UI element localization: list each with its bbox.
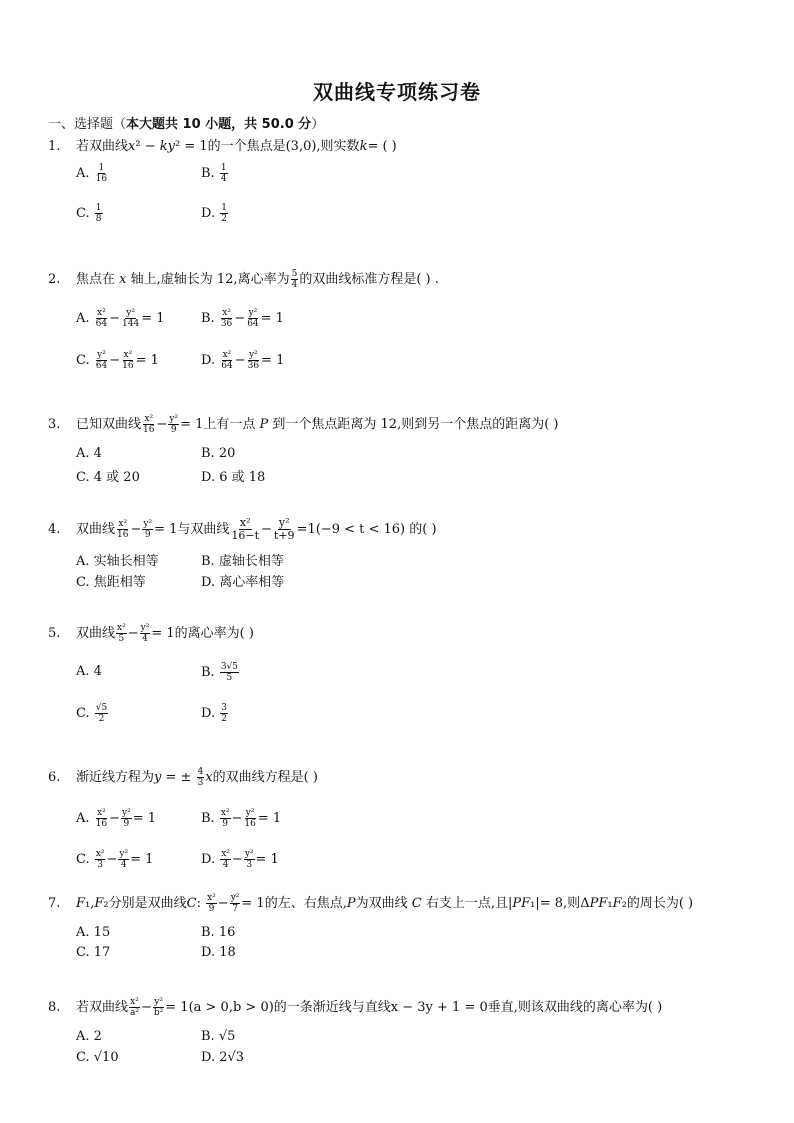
- fraction: $\frac{3}{2}$: [221, 703, 227, 724]
- fraction: $\frac{√5}{2}$: [95, 703, 108, 724]
- fraction: $\frac{\text{x²}}{16}$: [122, 350, 134, 371]
- q7-option-a[interactable]: [76, 925, 110, 940]
- q2-text-c: 的双曲线标准方程是( ) .: [299, 272, 439, 287]
- q7-text-e: = 8,则: [539, 896, 581, 911]
- q6-text-b: 的双曲线方程是( ): [212, 770, 318, 785]
- option-text: 2: [93, 1029, 102, 1044]
- question-5: 5. 双曲线 $\frac{\text{x²}}{5}$ − $\frac{\text{y²}}{4}$ = 1的离心率为( ): [48, 623, 254, 644]
- fraction: $\frac{\text{x²}}{64}$: [95, 308, 108, 329]
- fraction: $\frac{\text{y²}}{9}$: [169, 414, 179, 435]
- q8-option-d[interactable]: [201, 1050, 244, 1065]
- question-2: 2. 焦点在 x 轴上,虚轴长为 12,离心率为 $\frac{5}{4}$ 的双曲线标准方程是( ) .: [48, 269, 439, 290]
- fraction: $\frac{\text{x²}}{4}$: [221, 849, 230, 870]
- option-text: √5: [218, 1029, 236, 1044]
- q1-text-a: 若双曲线: [76, 139, 129, 154]
- q1-option-b[interactable]: [201, 163, 229, 184]
- q8-text-d: 垂直,则该双曲线的离心率为( ): [487, 1000, 663, 1015]
- fraction: $\frac{\text{x²}}{\text{a²}}$: [130, 997, 139, 1018]
- q7-text-f: 的周长为( ): [626, 896, 694, 911]
- option-text: 16: [218, 925, 236, 940]
- q8-text-c: x − 3y + 1 = 0: [390, 1000, 488, 1015]
- fraction: $\frac{1}{4}$: [220, 163, 227, 184]
- option-label: C.: [76, 470, 90, 485]
- q7-text-d: 右支上一点,且: [425, 896, 508, 911]
- option-label: C.: [76, 706, 90, 721]
- fraction: $\frac{\text{y²}}{4}$: [119, 849, 129, 870]
- q1-option-c[interactable]: [76, 203, 104, 224]
- q2-text-a: 焦点在: [76, 272, 116, 287]
- fraction: $\frac{\text{x²}}{36}$: [220, 308, 233, 329]
- fraction: $\frac{\text{y²}}{3}$: [244, 849, 254, 870]
- option-label: B.: [201, 311, 215, 326]
- q5-text-a: 双曲线: [76, 626, 116, 641]
- option-text: 17: [93, 945, 111, 960]
- question-number: 8.: [48, 1000, 61, 1015]
- q6-option-c[interactable]: C. $\frac{\text{x²}}{3}$ − $\frac{\text{y²}}{4}$ = 1: [76, 849, 154, 870]
- q2-option-b[interactable]: B. $\frac{\text{x²}}{36}$ − $\frac{\text{y²}}{64}$ = 1: [201, 308, 284, 329]
- option-label: A.: [76, 925, 90, 940]
- q2-text-b: 轴上,虚轴长为 12,离心率为: [130, 272, 290, 287]
- question-3: 3. 已知双曲线 $\frac{\text{x²}}{16}$ − $\frac{\text{y²}}{9}$ = 1上有一点 P 到一个焦点距离为 12,则到另一个焦点的距离为( ): [48, 414, 559, 435]
- option-label: B.: [201, 1029, 215, 1044]
- q2-option-a[interactable]: A. $\frac{\text{x²}}{64}$ − $\frac{\text{y²}}{144}$ = 1: [76, 308, 165, 329]
- option-label: B.: [201, 166, 215, 181]
- q8-text-b: = 1(a > 0,b > 0)的一条渐近线与直线: [165, 1000, 391, 1015]
- option-label: A.: [76, 166, 90, 181]
- option-label: D.: [201, 206, 216, 221]
- option-text: 2√3: [219, 1050, 245, 1065]
- q8-option-a[interactable]: [76, 1029, 102, 1044]
- option-text: 焦距相等: [93, 575, 146, 590]
- fraction: $\frac{1}{8}$: [95, 203, 102, 224]
- option-label: B.: [201, 925, 215, 940]
- q5-option-a[interactable]: [76, 664, 102, 679]
- option-label: B.: [201, 665, 215, 680]
- q2-option-c[interactable]: C. $\frac{\text{y²}}{64}$ − $\frac{\text{x²}}{16}$ = 1: [76, 350, 159, 371]
- question-number: 7.: [48, 896, 61, 911]
- q7-option-c[interactable]: [76, 945, 110, 960]
- question-number: 4.: [48, 522, 61, 537]
- q1-text-b: 的一个焦点是(3,0),则实数: [207, 139, 360, 154]
- option-label: D.: [201, 1050, 216, 1065]
- option-label: C.: [76, 945, 90, 960]
- fraction: $\frac{\text{x²}}{16-t}$: [231, 516, 260, 542]
- section-suffix: ）: [311, 117, 325, 132]
- option-label: A.: [76, 311, 90, 326]
- q5-text-b: = 1的离心率为( ): [151, 626, 254, 641]
- q3-text-b: = 1上有一点: [180, 417, 256, 432]
- q4-option-b[interactable]: [201, 550, 284, 569]
- fraction: $\frac{\text{x²}}{16}$: [95, 808, 108, 829]
- q7-text-c: 为双曲线: [355, 896, 408, 911]
- q6-option-d[interactable]: D. $\frac{\text{x²}}{4}$ − $\frac{\text{y²}}{3}$ = 1: [201, 849, 279, 870]
- question-number: 1.: [48, 139, 61, 154]
- q3-option-a[interactable]: [76, 446, 102, 461]
- fraction: $\frac{\text{y²}}{9}$: [143, 519, 153, 540]
- option-label: D.: [201, 706, 216, 721]
- question-8: 8. 若双曲线 $\frac{\text{x²}}{\text{a²}}$ − $\frac{\text{y²}}{\text{b²}}$ = 1(a > 0,b > 0)的一条渐近线与直线x − 3y + 1 = 0垂直,则该双曲线的离心率为( ): [48, 997, 663, 1018]
- fraction: $\frac{\text{x²}}{16}$: [143, 414, 155, 435]
- q3-option-c[interactable]: [76, 466, 140, 485]
- question-number: 6.: [48, 770, 61, 785]
- fraction: $\frac{\text{y²}}{4}$: [140, 623, 150, 644]
- option-label: A.: [76, 664, 90, 679]
- q1-option-a[interactable]: [76, 163, 109, 184]
- option-text: 6 或 18: [219, 470, 266, 485]
- option-label: D.: [201, 945, 216, 960]
- q7-option-d[interactable]: [201, 945, 236, 960]
- question-4: 4. 双曲线 $\frac{\text{x²}}{16}$ − $\frac{\text{y²}}{9}$ = 1与双曲线 $\frac{\text{x²}}{16-t}$ − $\frac{\text{y²}}{t+9}$ =1(−9 < t < 16) 的( ): [48, 516, 437, 542]
- q4-text-a: 双曲线: [76, 522, 116, 537]
- q3-option-b[interactable]: [201, 446, 235, 461]
- q7-text-a: 分别是双曲线: [108, 896, 187, 911]
- q4-text-b: = 1与双曲线: [154, 522, 230, 537]
- fraction: $\frac{\text{y²}}{36}$: [247, 350, 260, 371]
- option-text: 4 或 20: [93, 470, 140, 485]
- page-title: 双曲线专项练习卷: [313, 80, 481, 104]
- q5-option-b[interactable]: [201, 662, 240, 683]
- question-number: 3.: [48, 417, 61, 432]
- fraction: $\frac{\text{x²}}{64}$: [221, 350, 233, 371]
- option-label: C.: [76, 852, 90, 867]
- q8-text-a: 若双曲线: [76, 1000, 129, 1015]
- q5-option-c[interactable]: [76, 703, 109, 724]
- q2-option-d[interactable]: D. $\frac{\text{x²}}{64}$ − $\frac{\text{y²}}{36}$ = 1: [201, 350, 285, 371]
- fraction: $\frac{1}{2}$: [221, 203, 227, 224]
- fraction: $\frac{1}{16}$: [95, 163, 108, 184]
- option-label: A.: [76, 811, 90, 826]
- section-header: [48, 113, 324, 132]
- q8-option-c[interactable]: [76, 1050, 119, 1065]
- option-label: A.: [76, 1029, 90, 1044]
- section-detail: 本大题共 10 小题，共 50.0 分: [126, 117, 312, 132]
- q3-text-c: 到一个焦点距离为 12,则到另一个焦点的距离为( ): [272, 417, 559, 432]
- option-label: D.: [201, 470, 216, 485]
- fraction: $\frac{\text{y²}}{144}$: [122, 308, 140, 329]
- fraction: $\frac{\text{x²}}{9}$: [220, 808, 230, 829]
- q7-option-b[interactable]: [201, 925, 235, 940]
- fraction: $\frac{\text{x²}}{16}$: [117, 519, 129, 540]
- q4-text-c: =1(−9 < t < 16) 的( ): [296, 522, 437, 537]
- q7-text-b: = 1的左、右焦点,: [241, 896, 347, 911]
- option-label: D.: [201, 852, 216, 867]
- fraction: $\frac{5}{4}$: [291, 269, 298, 290]
- option-text: 离心率相等: [219, 575, 285, 590]
- option-text: 4: [93, 446, 102, 461]
- option-label: C.: [76, 575, 90, 590]
- q4-option-d[interactable]: [201, 571, 284, 590]
- fraction: $\frac{\text{x²}}{9}$: [207, 893, 216, 914]
- option-text: 4: [93, 664, 102, 679]
- q6-text-a: 渐近线方程为: [76, 770, 155, 785]
- option-label: A.: [76, 446, 90, 461]
- q6-option-a[interactable]: A. $\frac{\text{x²}}{16}$ − $\frac{\text{y²}}{9}$ = 1: [76, 808, 157, 829]
- option-label: A.: [76, 554, 90, 569]
- q4-option-a[interactable]: [76, 550, 159, 569]
- option-text: 实轴长相等: [93, 554, 159, 569]
- q3-text-a: 已知双曲线: [76, 417, 142, 432]
- option-text: 20: [218, 446, 236, 461]
- question-number: 5.: [48, 626, 61, 641]
- fraction: $\frac{\text{y²}}{7}$: [230, 893, 240, 914]
- section-prefix: 一、选择题（: [48, 117, 127, 132]
- fraction: $\frac{\text{y²}}{64}$: [95, 350, 108, 371]
- option-label: C.: [76, 1050, 90, 1065]
- option-text: 18: [219, 945, 236, 960]
- option-label: D.: [201, 353, 216, 368]
- option-text: 15: [93, 925, 111, 940]
- fraction: $\frac{\text{y²}}{9}$: [122, 808, 131, 829]
- question-number: 2.: [48, 272, 61, 287]
- option-label: C.: [76, 206, 90, 221]
- option-label: B.: [201, 446, 215, 461]
- option-text: √10: [93, 1050, 119, 1065]
- q4-option-c[interactable]: [76, 571, 146, 590]
- option-label: B.: [201, 811, 215, 826]
- option-label: D.: [201, 575, 216, 590]
- q3-option-d[interactable]: [201, 466, 265, 485]
- option-text: 虚轴长相等: [218, 554, 284, 569]
- option-label: B.: [201, 554, 215, 569]
- fraction: $\frac{3√5}{5}$: [220, 662, 239, 683]
- q1-option-d[interactable]: [201, 203, 229, 224]
- q6-option-b[interactable]: B. $\frac{\text{x²}}{9}$ − $\frac{\text{y²}}{16}$ = 1: [201, 808, 282, 829]
- fraction: $\frac{\text{y²}}{\text{b²}}$: [153, 997, 164, 1018]
- fraction: $\frac{\text{y²}}{64}$: [247, 308, 259, 329]
- q1-text-c: = ( ): [367, 139, 397, 154]
- q5-option-d[interactable]: [201, 703, 229, 724]
- fraction: $\frac{\text{y²}}{t+9}$: [273, 516, 295, 542]
- fraction: $\frac{\text{x²}}{3}$: [95, 849, 105, 870]
- fraction: $\frac{\text{x²}}{5}$: [117, 623, 126, 644]
- question-1: 1. 若双曲线x² − ky² = 1的一个焦点是(3,0),则实数k= ( ): [48, 139, 397, 154]
- q8-option-b[interactable]: [201, 1029, 235, 1044]
- question-7: 7. F₁,F₂分别是双曲线C: $\frac{\text{x²}}{9}$ − $\frac{\text{y²}}{7}$ = 1的左、右焦点,P为双曲线 C 右支上一点,且|PF₁|= 8,则ΔPF₁F₂的周长为( ): [48, 893, 694, 914]
- fraction: $\frac{\text{y²}}{16}$: [244, 808, 256, 829]
- question-6: 6. 渐近线方程为y = ± $\frac{4}{3}$ x的双曲线方程是( ): [48, 767, 318, 788]
- option-label: C.: [76, 353, 90, 368]
- fraction: $\frac{4}{3}$: [197, 767, 204, 788]
